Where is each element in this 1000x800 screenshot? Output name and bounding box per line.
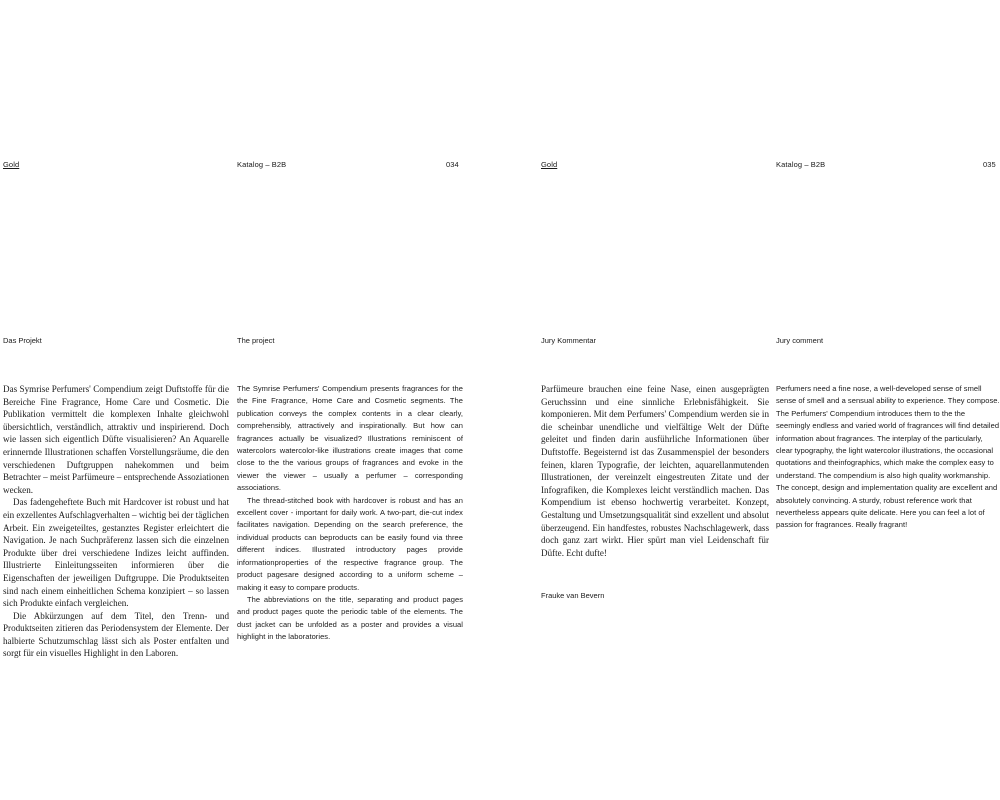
project-body-de	[3, 383, 229, 660]
jury-signature: Frauke van Bevern	[541, 591, 605, 600]
jury-body-en	[776, 383, 1000, 532]
right-catalog-label: Katalog – B2B	[776, 160, 826, 169]
project-en-paragraph: The thread-stitched book with hardcover is robust and has an excellent cover - important for daily work. A two-part, die-cut index facilitates navigation. Depending on the search preference, the individual products can beproducts can be easily found via three different indices. Illustrated introductory pages provide informationproperties of the respective fragrance group. The product pagesare designed according to a uniform scheme – making it easy to compare products.	[237, 495, 463, 592]
right-page-number: 035	[983, 160, 996, 169]
project-en-paragraph: The abbreviations on the title, separating and product pages and product pages quote the periodic table of the elements. The dust jacket can be unfolded as a poster and provides a visual highlight in the laboratories.	[237, 594, 463, 642]
project-de-paragraph: Das fadengeheftete Buch mit Hardcover ist robust und hat ein exzellentes Aufschlagverhalten – wichtig bei der täglichen Arbeit. Ein zweigeteiltes, gestanztes Register erleichtert die Navigation. Je nach Suchpräferenz lassen sich die einzelnen Produkte über drei verschiedene Indizes leicht auffinden. Illustrierte Einleitungsseiten informieren über die Eigenschaften der jeweiligen Duftgruppe. Die Produktseiten sind nach einem einheitlichen Schema konzipiert – so lassen sich Produkte einfach vergleichen.	[3, 497, 229, 609]
jury-body-de	[541, 383, 769, 559]
project-de-paragraph: Das Symrise Perfumers' Compendium zeigt Duftstoffe für die Bereiche Fine Fragrance, Home Care und Cosmetic. Die Publikation vermittelt die komplexen Inhalte gleichwohl übersichtlich, verständlich, attraktiv und inspirierend. Doch wie lassen sich eigentlich Düfte visualisieren? An Aquarelle erinnernde Illustrationen schaffen Vorstellungsräume, die den verschiedenen Duftgruppen nahekommen und beim Betrachter – meist Parfümeure – entsprechende Assoziationen wecken.	[3, 384, 229, 495]
right-section-label: Gold	[541, 160, 558, 169]
project-de-paragraph: Die Abkürzungen auf dem Titel, den Trenn- und Produktseiten zitieren das Periodensystem der Elemente. Der halbierte Schutzumschlag lässt sich als Poster entfalten und sorgt für ein visuelles Highlight in den Laboren.	[3, 610, 229, 659]
jury-title-de: Jury Kommentar	[541, 336, 597, 345]
left-page-number: 034	[446, 160, 459, 169]
left-section-label: Gold	[3, 160, 20, 169]
jury-title-en: Jury comment	[776, 336, 824, 345]
project-title-en: The project	[237, 336, 275, 345]
left-catalog-label: Katalog – B2B	[237, 160, 287, 169]
project-body-en	[237, 383, 463, 644]
project-title-de: Das Projekt	[3, 336, 42, 345]
jury-de-paragraph: Parfümeure brauchen eine feine Nase, einen ausgeprägten Geruchssinn und eine sinnliche Erlebnisfähigkeit. Sie komponieren. Mit dem Perfumers' Compendium werden sie in die scheinbar unendliche und vielfältige Welt der Düfte geleitet und finden darin ausführliche Informationen über Duftstoffe. Begeisternd ist das Zusammenspiel der besonders feinen, klaren Typografie, der leichten, aquarellanmutenden Illustrationen, der vereinzelt eingestreuten Zitate und der Infografiken, die Komplexes leicht verständlich machen. Das Kompendium ist ebenso hochwertig verarbeitet. Konzept, Gestaltung und Umsetzungsqualität sind exzellent und absolut überzeugend. Ein handfestes, robustes Nachschlagewerk, dass doch ganz zart wirkt. Hier spürt man viel Leidenschaft für Düfte. Echt dufte!	[541, 384, 769, 558]
project-en-paragraph: The Symrise Perfumers' Compendium presents fragrances for the the Fine Fragrance, Home Care and Cosmetic segments. The publication conveys the complex contents in a clear clearly, comprehensibly, attractively and inspirationally. But how can fragrances actually be visualized? Illustrations reminiscent of watercolors watercolor-like illustrations create images that come close to the the various groups of fragrances and evoke in the viewer the viewer – usually a perfumer – corresponding associations.	[237, 384, 463, 493]
jury-en-paragraph: Perfumers need a fine nose, a well-developed sense of smell sense of smell and a sensual ability to experience. They compose. The Perfumers' Compendium introduces them to the the seemingly endless and varied world of fragrances will find detailed information about fragrances. The interplay of the particularly, clear typography, the light watercolor illustrations, the occasional quotations and theinfographics, which make the complex easy to understand. The compendium is also high quality workmanship. The concept, design and implementation quality are excellent and absolutely convincing. A sturdy, robust reference work that nevertheless appears quite delicate. Here you can feel a lot of passion for fragrances. Really fragrant!	[776, 384, 1000, 530]
